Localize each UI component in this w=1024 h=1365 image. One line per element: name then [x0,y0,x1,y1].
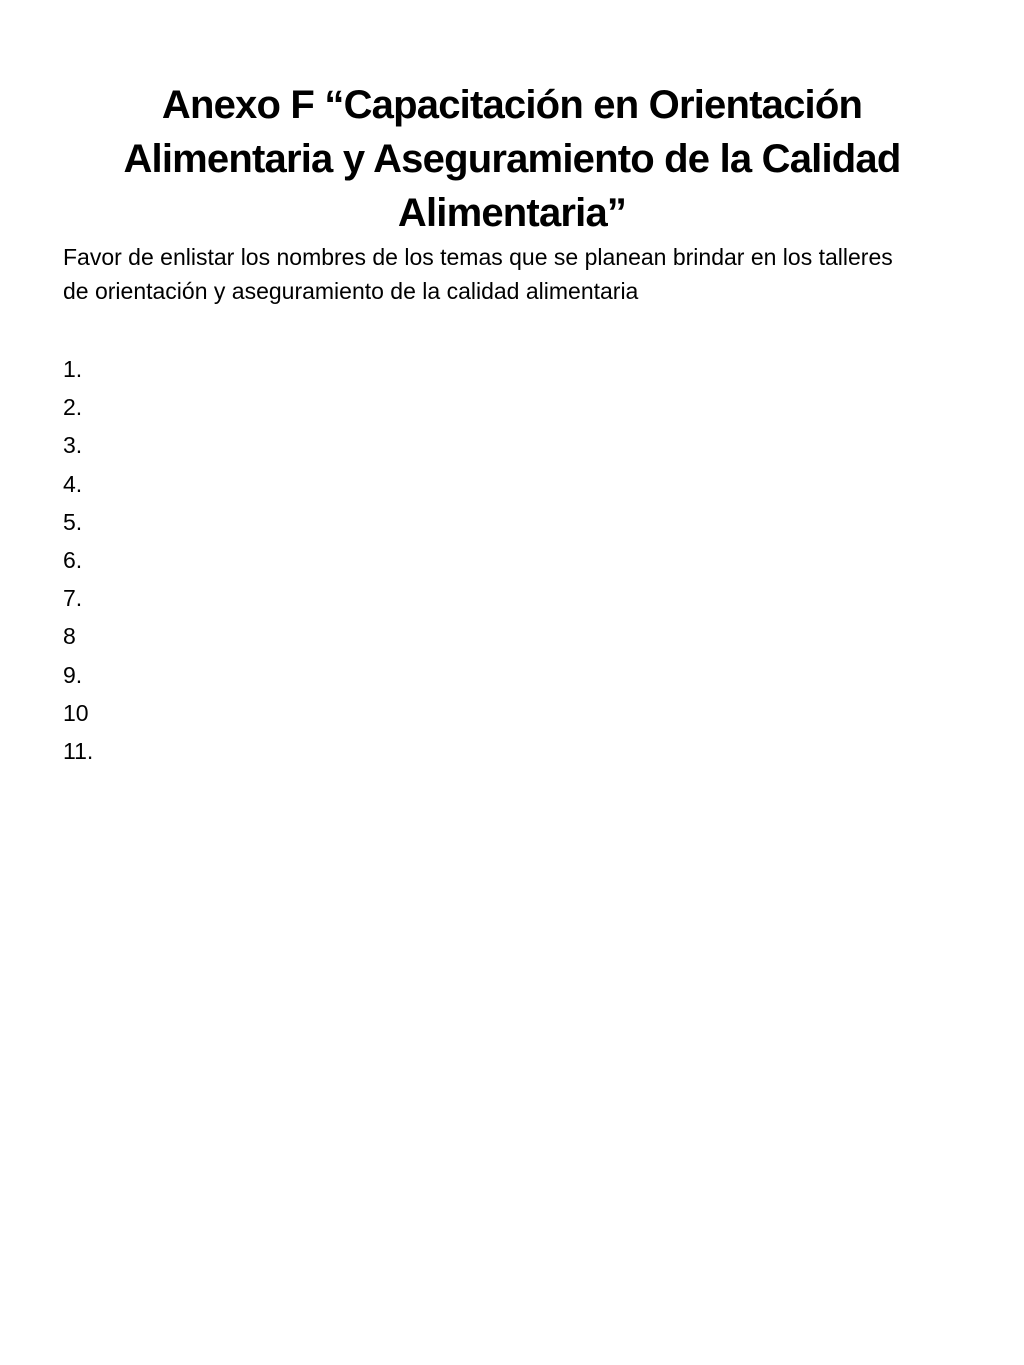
list-item: 8 [63,623,76,650]
list-item: 7. [63,585,83,612]
list-item: 9. [63,661,83,688]
instructions-paragraph [63,240,983,308]
title-line-1: Anexo F “Capacitación en Orientación [161,83,863,127]
instructions-line-2: de orientación y aseguramiento de la calidad alimentaria [63,278,639,304]
title-line-3: Alimentaria” [397,191,627,235]
list-item: 6. [63,546,83,573]
title-line-2: Alimentaria y Aseguramiento de la Calidad [123,137,901,181]
list-item: 2. [63,394,83,421]
list-item: 11. [63,737,94,764]
list-item: 5. [63,508,83,535]
list-item: 4. [63,470,83,497]
instructions-line-1: Favor de enlistar los nombres de los temas que se planean brindar en los talleres [63,244,893,270]
list-item: 3. [63,432,83,459]
list-item: 10 [63,699,89,726]
topics-list [63,350,93,770]
list-item: 1. [63,356,83,382]
page-title [60,78,964,240]
